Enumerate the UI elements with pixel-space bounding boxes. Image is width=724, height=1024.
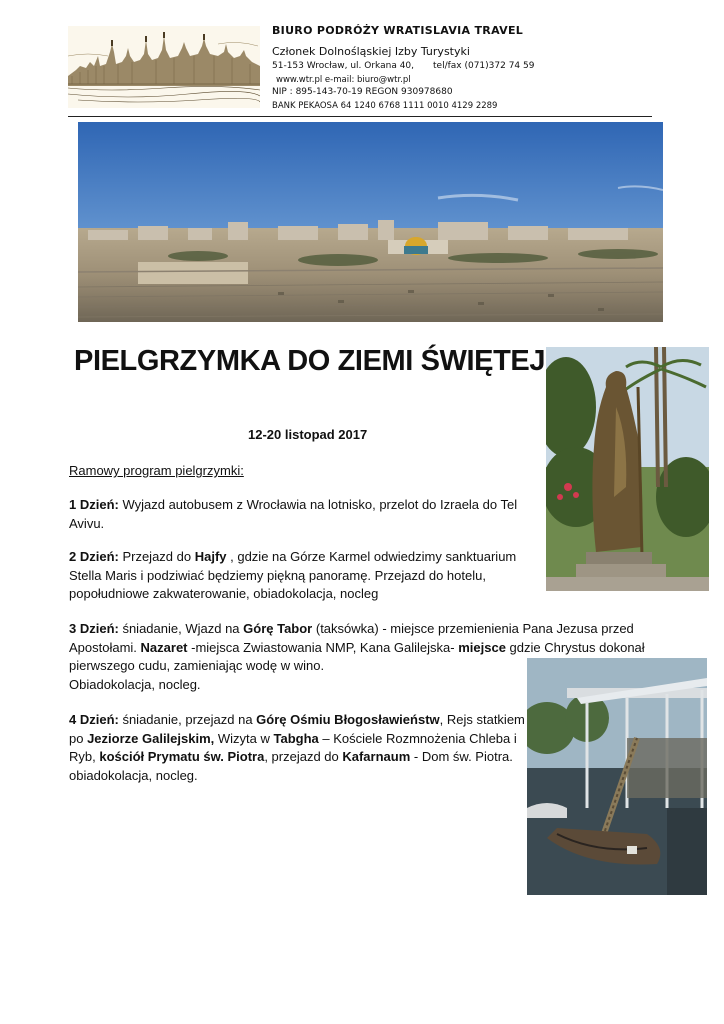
company-phone: tel/fax (071)372 74 59: [433, 61, 535, 71]
day-4-description: 4 Dzień: śniadanie, przejazd na Górę Ośmiu Błogosławieństw, Rejs statkiem po Jeziorze Galilejskim, Wizyta w Tabgha – Kościele Rozmnożenia Chleba i Ryb, kościół Prymatu św. Piotra, przejazd do Kafarnaum - Dom św. Piotra. obiadokolacja, nocleg.: [69, 712, 525, 783]
saint-peter-statue-photo: [546, 347, 709, 591]
document-title: PIELGRZYMKA DO ZIEMI ŚWIĘTEJ: [74, 345, 546, 377]
company-bank-account: BANK PEKAOSA 64 1240 6768 1111 0010 4129 2289: [272, 101, 498, 111]
day-4-label: 4 Dzień:: [69, 712, 119, 727]
company-web-email: www.wtr.pl e-mail: biuro@wtr.pl: [276, 75, 411, 85]
day-1-description: 1 Dzień: Wyjazd autobusem z Wrocławia na lotnisko, przelot do Izraela do Tel Avivu.: [69, 497, 518, 531]
day-3-description: 3 Dzień: śniadanie, Wjazd na Górę Tabor (taksówka) - miejsce przemienienia Pana Jezusa przed Apostołami. Nazaret -miejsca Zwiastowania NMP, Kana Galilejska- miejsce gdzie Chrystus dokonał pierwszego cudu, zamieniając wodę w wino. Obiadokolacja, nocleg.: [69, 621, 645, 692]
day-2-label: 2 Dzień:: [69, 549, 119, 564]
program-heading: Ramowy program pielgrzymki:: [69, 463, 244, 478]
jerusalem-panorama-photo: [78, 122, 663, 322]
header-divider: [68, 116, 652, 117]
trip-dates: 12-20 listopad 2017: [248, 427, 368, 442]
day-2-description: 2 Dzień: Przejazd do Hajfy , gdzie na Górze Karmel odwiedzimy sanktuarium Stella Maris i podziwiać będziemy piękną panoramę. Przejazd do hotelu, popołudniowe zakwaterowanie, obiadokolacja, nocleg: [69, 549, 517, 601]
company-nip-regon: NIP : 895-143-70-19 REGON 930978680: [272, 87, 453, 97]
day-3-label: 3 Dzień:: [69, 621, 119, 636]
company-address: 51-153 Wrocław, ul. Orkana 40,: [272, 61, 415, 71]
galilee-boat-photo: [527, 658, 707, 895]
chamber-membership: Członek Dolnośląskiej Izby Turystyki: [272, 45, 470, 58]
city-engraving-logo: [68, 26, 260, 108]
day-1-label: 1 Dzień:: [69, 497, 119, 512]
company-name: BIURO PODRÓŻY WRATISLAVIA TRAVEL: [272, 24, 524, 37]
